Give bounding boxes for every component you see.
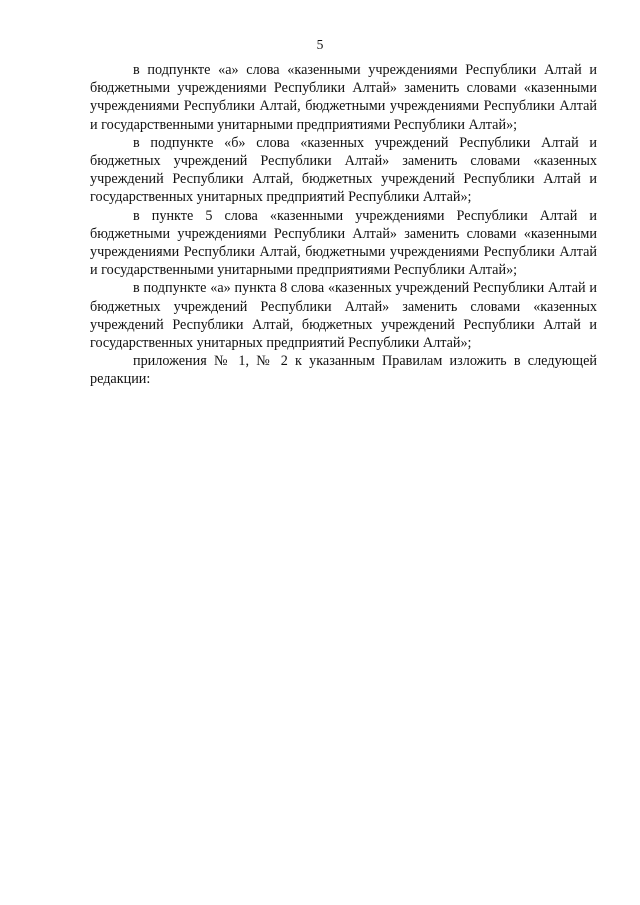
paragraph-clause-5: в пункте 5 слова «казенными учреждениями Республики Алтай и бюджетными учреждениями Республики Алтай» заменить словами «казенными учреждениями Республики Алтай, бюджетными учреждениями Республики Алтай и государственными унитарными предприятиями Республики Алтай»; [90, 207, 597, 279]
page-number: 5 [316, 37, 324, 52]
document-body [90, 61, 597, 389]
paragraph-clause-8: в подпункте «а» пункта 8 слова «казенных учреждений Республики Алтай и бюджетных учреждений Республики Алтай» заменить словами «казенных учреждений Республики Алтай, бюджетных учреждений Республики Алтай и государственных унитарных предприятий Республики Алтай»; [90, 280, 597, 352]
paragraph-subclause-a: в подпункте «а» слова «казенными учреждениями Республики Алтай и бюджетными учреждениями Республики Алтай» заменить словами «казенными учреждениями Республики Алтай, бюджетными учреждениями Республики Алтай и государственными унитарными предприятиями Республики Алтай»; [90, 62, 597, 133]
paragraph-appendices: приложения № 1, № 2 к указанным Правилам изложить в следующей редакции: [90, 353, 597, 388]
paragraph-subclause-b: в подпункте «б» слова «казенных учреждений Республики Алтай и бюджетных учреждений Республики Алтай» заменить словами «казенных учреждений Республики Алтай, бюджетных учреждений Республики Алтай и государственных унитарных предприятий Республики Алтай»; [90, 134, 597, 206]
